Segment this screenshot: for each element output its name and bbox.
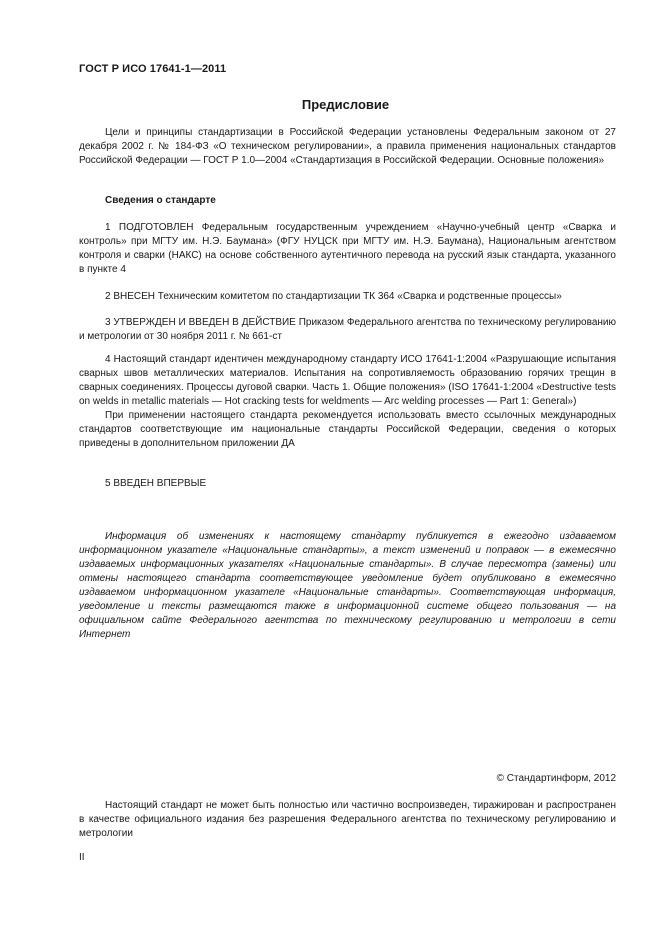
- item-3: 3 УТВЕРЖДЕН И ВВЕДЕН В ДЕЙСТВИЕ Приказом Федерального агентства по техническому регулированию и метрологии от 30 ноября 2011 г. № 661-ст: [79, 317, 616, 342]
- section-heading: Сведения о стандарте: [105, 195, 216, 206]
- item-5: 5 ВВЕДЕН ВПЕРВЫЕ: [105, 478, 207, 489]
- copyright-line: © Стандартинформ, 2012: [496, 773, 616, 784]
- item-4: 4 Настоящий стандарт идентичен международному стандарту ИСО 17641-1:2004 «Разрушающие испытания сварных швов металлических материалов. Испытания на сопротивляемость образованию горячих трещин в сварных соединениях. Процессы дуговой сварки. Часть 1. Общие положения» (ISO 17641-1:2004 «Destructive tests on welds in metallic materials — Hot cracking tests for weldments — Arc welding processes — Part 1: General»): [79, 354, 616, 407]
- info-notice: Информация об изменениях к настоящему стандарту публикуется в ежегодно издаваемом информационном указателе «Национальные стандарты», а текст изменений и поправок — в ежемесячно издаваемых информационных указателях «Национальные стандарты». В случае пересмотра (замены) или отмены настоящего стандарта соответствующее уведомление будет опубликовано в ежемесячно издаваемом информационном указателе «Национальные стандарты». Соответствующая информация, уведомление и тексты размещаются также в информационной системе общего пользования — на официальном сайте Федерального агентства по техническому регулированию и метрологии в сети Интернет: [79, 531, 616, 640]
- intro-paragraph-block: [79, 126, 616, 168]
- item-3-block: [79, 316, 616, 344]
- reproduction-notice-block: [79, 799, 616, 841]
- item-2-block: [79, 290, 616, 304]
- reproduction-notice: Настоящий стандарт не может быть полностью или частично воспроизведен, тиражирован и распространен в качестве официального издания без разрешения Федерального агентства по техническому регулированию и метрологии: [79, 800, 616, 839]
- page-number: II: [79, 852, 85, 863]
- item-4-note: При применении настоящего стандарта рекомендуется использовать вместо ссылочных международных стандартов соответствующие им национальные стандарты Российской Федерации, сведения о которых приведены в дополнительном приложении ДА: [79, 410, 616, 449]
- item-1: 1 ПОДГОТОВЛЕН Федеральным государственным учреждением «Научно-учебный центр «Сварка и контроль» при МГТУ им. Н.Э. Баумана» (ФГУ НУЦСК при МГТУ им. Н.Э. Баумана), Национальным агентством контроля и сварки (НАКС) на основе собственного аутентичного перевода на русский язык стандарта, указанного в пункте 4: [79, 222, 616, 275]
- info-notice-block: [79, 530, 616, 642]
- item-5-block: [79, 477, 616, 491]
- page-title: Предисловие: [301, 97, 390, 112]
- item-1-block: [79, 221, 616, 277]
- intro-paragraph: Цели и принципы стандартизации в Российской Федерации установлены Федеральным законом от 27 декабря 2002 г. № 184-ФЗ «О техническом регулировании», а правила применения национальных стандартов Российской Федерации — ГОСТ Р 1.0—2004 «Стандартизация в Российской Федерации. Основные положения»: [79, 127, 616, 166]
- item-4-block: [79, 353, 616, 451]
- standard-code-header: ГОСТ Р ИСО 17641-1—2011: [79, 63, 227, 75]
- item-2: 2 ВНЕСЕН Техническим комитетом по стандартизации ТК 364 «Сварка и родственные процессы»: [105, 291, 562, 302]
